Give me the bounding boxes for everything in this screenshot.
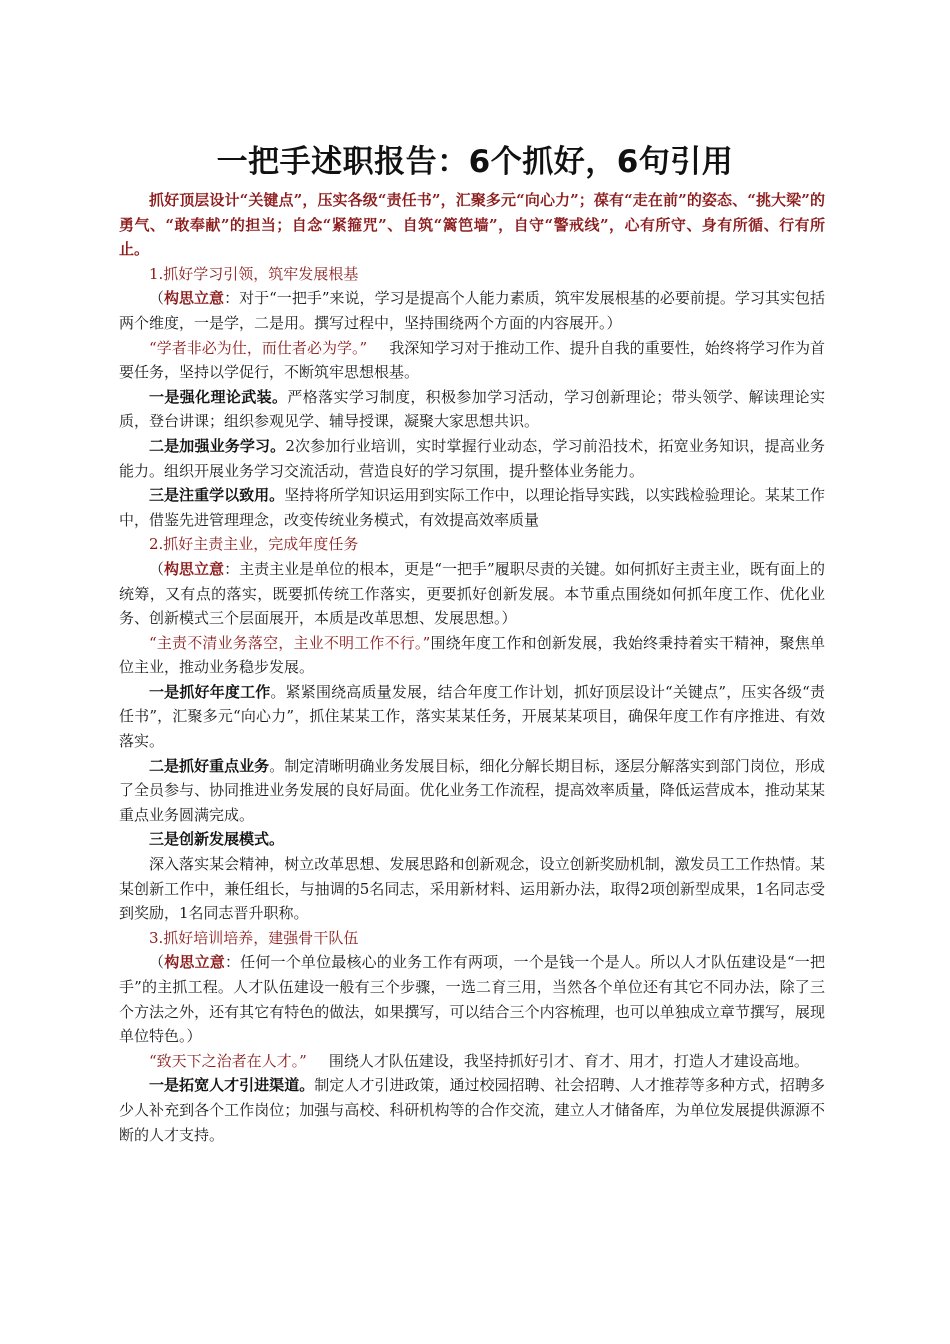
body-paragraph: 深入落实某会精神，树立改革思想、发展思路和创新观念，设立创新奖励机制，激发员工工作热情。某某创新工作中，兼任组长，与抽调的5名同志，采用新材料、运用新办法，取得2项创新型成果，1名同志受到奖励，1名同志晋升职称。 bbox=[119, 855, 825, 923]
point-paragraph: 一是抓好年度工作。紧紧围绕高质量发展，结合年度工作计划，抓好顶层设计“关键点”，压实各级“责任书”，汇聚多元“向心力”，抓住某某工作，落实某某任务，开展某某项目，确保年度工作有序推进、有效落实。 bbox=[119, 682, 825, 751]
point-paragraph: 二是抓好重点业务。制定清晰明确业务发展目标，细化分解长期目标，逐层分解落实到部门岗位，形成了全员参与、协同推进业务发展的良好局面。优化业务工作流程，提高效率质量，降低运营成本，推动某某重点业务圆满完成。 bbox=[119, 756, 825, 824]
concept-label: 构思立意 bbox=[164, 559, 225, 578]
section-heading: 3.抓好培训培养，建强骨干队伍 bbox=[149, 928, 359, 947]
point-paragraph: 一是强化理论武装。严格落实学习制度，积极参加学习活动，学习创新理论；带头领学、解读理论实质，登台讲课；组织参观见学、辅导授课，凝聚大家思想共识。 bbox=[119, 387, 825, 431]
quote-paragraph: “学者非必为仕，而仕者必为学。” 我深知学习对于推动工作、提升自我的重要性，始终将学习作为首要任务，坚持以学促行，不断筑牢思想根基。 bbox=[119, 338, 825, 382]
quote-paragraph: “致天下之治者在人才。” 围绕人才队伍建设，我坚持抓好引才、育才、用才，打造人才建设高地。 bbox=[149, 1051, 809, 1070]
concept-note: （构思立意：主责主业是单位的根本，更是“一把手”履职尽责的关键。如何抓好主责主业，既有面上的统筹，又有点的落实，既要抓传统工作落实，更要抓好创新发展。本节重点围绕如何抓年度工作、优化业务、创新模式三个层面展开，本质是改革思想、发展思想。） bbox=[119, 559, 825, 628]
concept-label: 构思立意 bbox=[164, 953, 225, 972]
section-heading: 1.抓好学习引领，筑牢发展根基 bbox=[149, 264, 359, 283]
point-paragraph: 二是加强业务学习。2次参加行业培训，实时掌握行业动态，学习前沿技术，拓宽业务知识，提高业务能力。组织开展业务学习交流活动，营造良好的学习氛围，提升整体业务能力。 bbox=[119, 436, 825, 480]
point-paragraph: 一是拓宽人才引进渠道。制定人才引进政策，通过校园招聘、社会招聘、人才推荐等多种方式，招聘多少人补充到各个工作岗位；加强与高校、科研机构等的合作交流，建立人才储备库，为单位发展提供源源不断的人才支持。 bbox=[119, 1076, 825, 1144]
concept-note: （构思立意：任何一个单位最核心的业务工作有两项，一个是钱一个是人。所以人才队伍建设是“一把手”的主抓工程。人才队伍建设一般有三个步骤，一选二育三用，当然各个单位还有其它不同办法，除了三个方法之外，还有其它有特色的做法，如果撰写，可以结合三个内容梳理，也可以单独成立章节撰写，展现单位特色。） bbox=[119, 953, 825, 1046]
quote-paragraph: “主责不清业务落空，主业不明工作不行。”围绕年度工作和创新发展，我始终秉持着实干精神，聚焦单位主业，推动业务稳步发展。 bbox=[119, 633, 825, 677]
document-body bbox=[119, 188, 825, 1147]
concept-note: （构思立意：对于“一把手”来说，学习是提高个人能力素质，筑牢发展根基的必要前提。学习其实包括两个维度，一是学，二是用。撰写过程中，坚持围绕两个方面的内容展开。） bbox=[119, 289, 825, 332]
quote-text: “主责不清业务落空，主业不明工作不行。” bbox=[149, 633, 431, 652]
quote-text: “致天下之治者在人才。” bbox=[149, 1051, 307, 1070]
point-paragraph: 三是注重学以致用。坚持将所学知识运用到实际工作中，以理论指导实践，以实践检验理论。某某工作中，借鉴先进管理理念，改变传统业务模式，有效提高效率质量 bbox=[119, 486, 825, 529]
section-heading: 2.抓好主责主业，完成年度任务 bbox=[149, 535, 359, 554]
concept-label: 构思立意 bbox=[164, 289, 225, 308]
quote-text: “学者非必为仕，而仕者必为学。” bbox=[149, 338, 368, 357]
page-title: 一把手述职报告：6个抓好，6句引用 bbox=[216, 144, 734, 180]
intro-paragraph: 抓好顶层设计“关键点”，压实各级“责任书”，汇聚多元“向心力”；葆有“走在前”的姿态、“挑大梁”的勇气、“敢奉献”的担当；自念“紧箍咒”、自筑“篱笆墙”，自守“警戒线”，心有所守、身有所循、行有所止。 bbox=[119, 191, 825, 259]
point-paragraph: 三是创新发展模式。 bbox=[149, 830, 285, 849]
